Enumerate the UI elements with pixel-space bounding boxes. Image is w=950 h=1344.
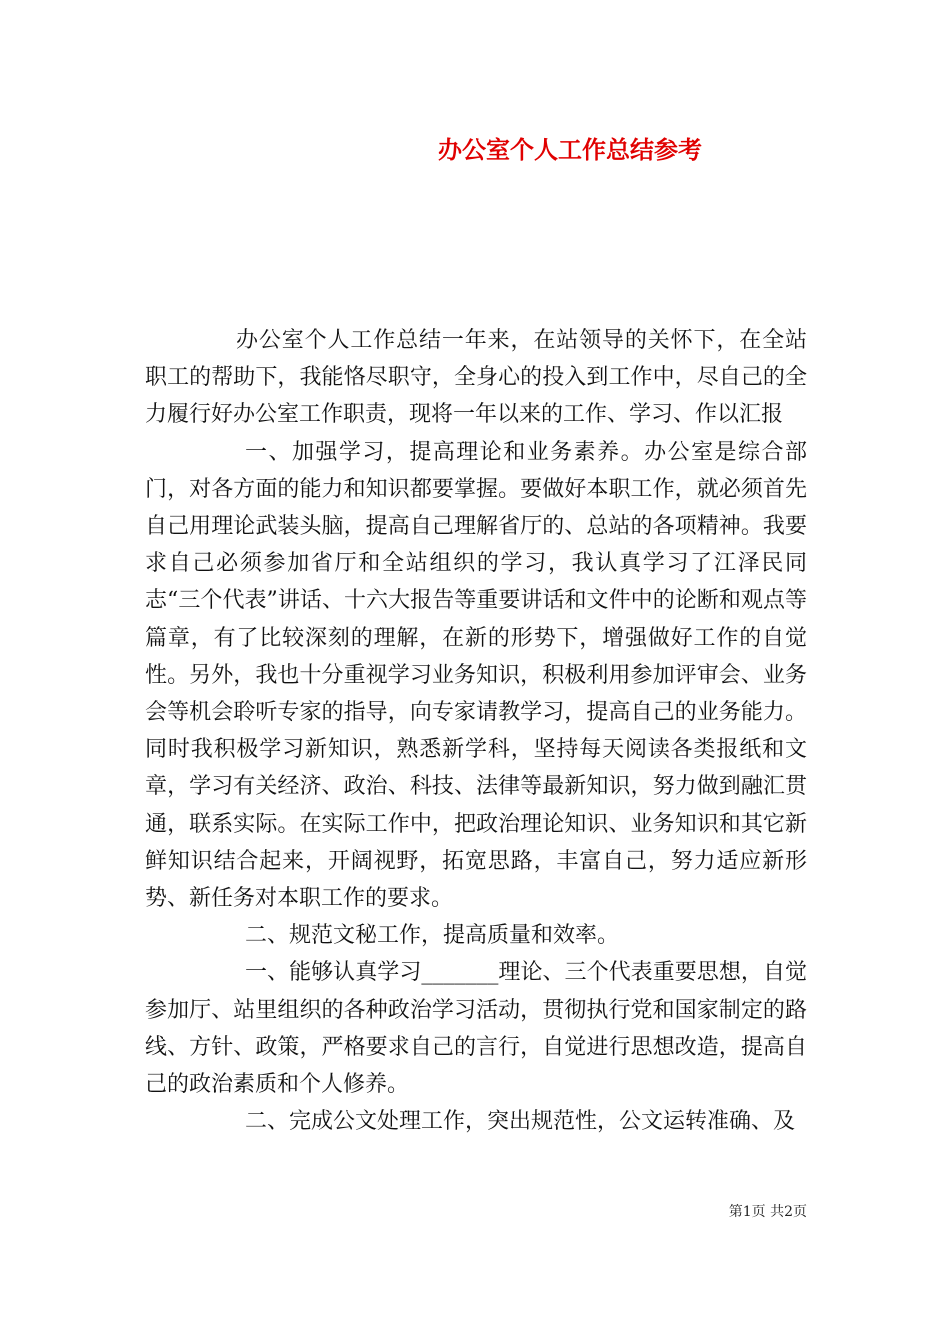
body-paragraph-1: 办公室个人工作总结一年来，在站领导的关怀下，在全站职工的帮助下，我能恪尽职守，全身心的投入到工作中，尽自己的全力履行好办公室工作职责，现将一年以来的工作、学习、作以汇报 (145, 328, 807, 428)
body-paragraph-3: 二、规范文秘工作，提高质量和效率。 (245, 923, 620, 949)
body-paragraph-5: 二、完成公文处理工作，突出规范性，公文运转准确、及 (245, 1109, 796, 1135)
document-body (145, 322, 807, 1140)
page-footer: 第1页 共2页 (728, 1204, 807, 1220)
page-title: 办公室个人工作总结参考 (438, 135, 702, 164)
body-paragraph-2: 一、加强学习，提高理论和业务素养。办公室是综合部门，对各方面的能力和知识都要掌握。要做好本职工作，就必须首先自己用理论武装头脑，提高自己理解省厅的、总站的各项精神。我要求自己必须参加省厅和全站组织的学习，我认真学习了江泽民同志“三个代表”讲话、十六大报告等重要讲话和文件中的论断和观点等篇章，有了比较深刻的理解，在新的形势下，增强做好工作的自觉性。另外，我也十分重视学习业务知识，积极利用参加评审会、业务会等机会聆听专家的指导，向专家请教学习，提高自己的业务能力。同时我积极学习新知识，熟悉新学科，坚持每天阅读各类报纸和文章，学习有关经济、政治、科技、法律等最新知识，努力做到融汇贯通，联系实际。在实际工作中，把政治理论知识、业务知识和其它新鲜知识结合起来，开阔视野，拓宽思路，丰富自己，努力适应新形势、新任务对本职工作的要求。 (145, 439, 807, 912)
body-paragraph-4: 一、能够认真学习_______理论、三个代表重要思想，自觉参加厅、站里组织的各种政治学习活动，贯彻执行党和国家制定的路线、方针、政策，严格要求自己的言行，自觉进行思想改造，提高自己的政治素质和个人修养。 (145, 960, 807, 1098)
